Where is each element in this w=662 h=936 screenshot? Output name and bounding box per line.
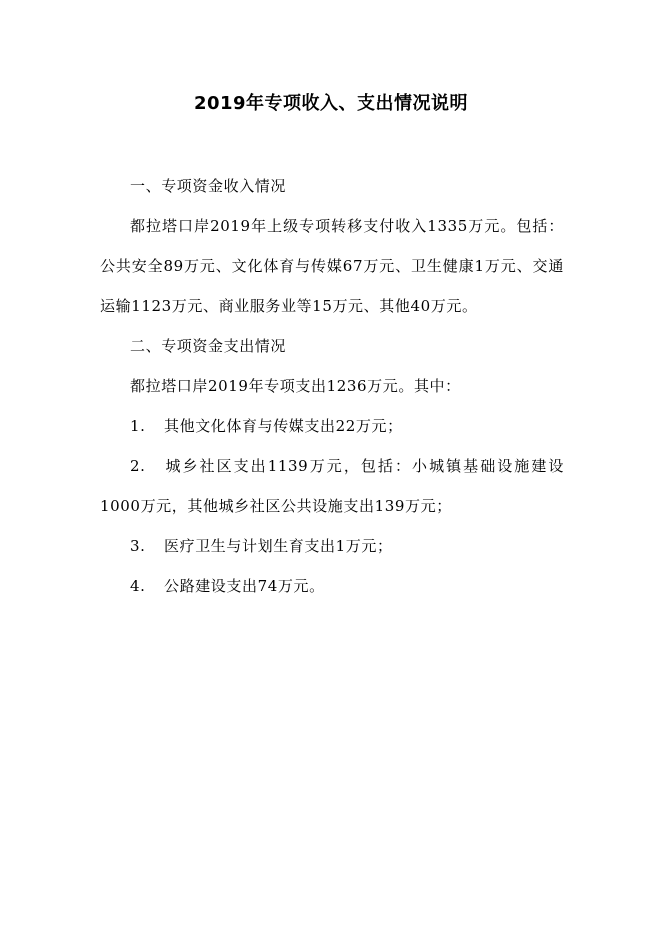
list-item-number: 3. — [130, 537, 146, 555]
document-body — [100, 166, 564, 606]
section-1-paragraph: 都拉塔口岸2019年上级专项转移支付收入1335万元。包括：公共安全89万元、文化体育与传媒67万元、卫生健康1万元、交通运输1123万元、商业服务业等15万元、其他40万元。 — [100, 217, 564, 315]
list-item — [100, 446, 564, 526]
page-title: 2019年专项收入、支出情况说明 — [193, 93, 469, 114]
list-item — [100, 526, 564, 566]
section-2-heading: 二、专项资金支出情况 — [130, 337, 287, 355]
list-item-text: 医疗卫生与计划生育支出1万元； — [164, 537, 393, 555]
list-item-number: 2. — [130, 457, 146, 475]
list-item — [100, 406, 564, 446]
list-item-text: 其他文化体育与传媒支出22万元； — [164, 417, 403, 435]
list-item-number: 4. — [130, 577, 146, 595]
section-2-paragraph: 都拉塔口岸2019年专项支出1236万元。其中： — [130, 377, 461, 395]
list-item-text: 城乡社区支出1139万元，包括：小城镇基础设施建设1000万元，其他城乡社区公共设施支出139万元； — [100, 457, 564, 515]
list-item — [100, 566, 564, 606]
list-item-number: 1. — [130, 417, 146, 435]
section-1-heading: 一、专项资金收入情况 — [130, 177, 287, 195]
list-item-text: 公路建设支出74万元。 — [164, 577, 325, 595]
